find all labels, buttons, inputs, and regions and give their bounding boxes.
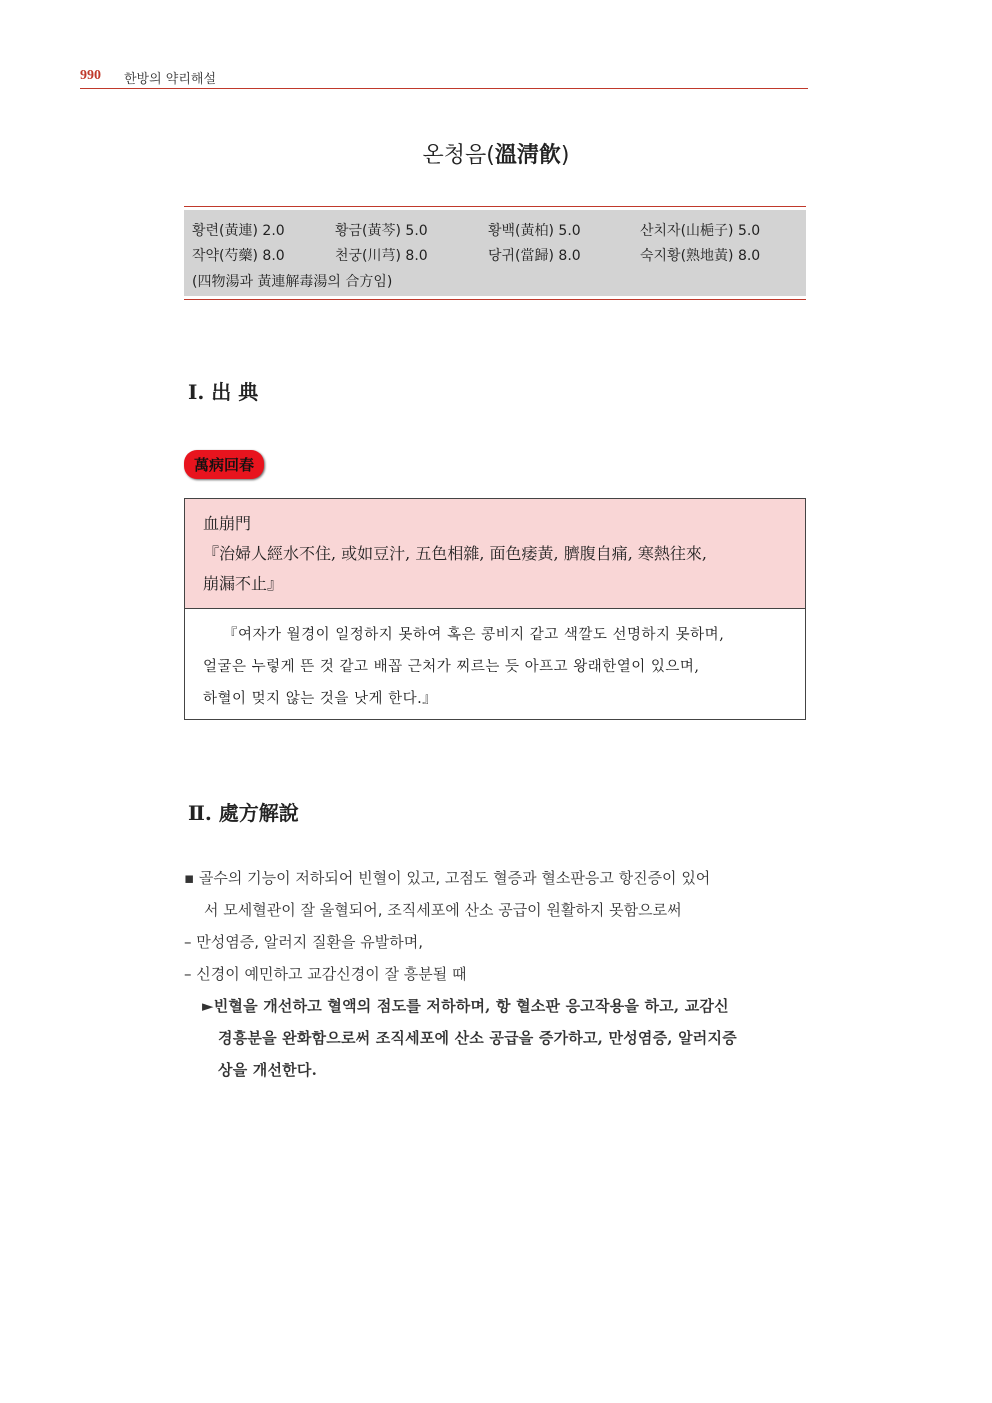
quote-line: 『治婦人經水不住, 或如豆汁, 五色相雜, 面色痿黃, 臍腹自痛, 寒熱往來, — [203, 544, 707, 563]
herb-item: 황백(黃柏) 5.0 — [488, 223, 581, 239]
body-line: 서 모세혈관이 잘 울혈되어, 조직세포에 산소 공급이 원활하지 못함으로써 — [204, 901, 682, 919]
page-header — [80, 68, 808, 89]
quote-box — [184, 498, 806, 720]
herb-item: 산치자(山梔子) 5.0 — [640, 223, 761, 239]
section-title-source: Ⅰ. 出 典 — [188, 380, 259, 404]
translation-line: 하혈이 멎지 않는 것을 낫게 한다.』 — [203, 691, 438, 707]
source-badge: 萬病回春 — [184, 450, 264, 479]
herb-item: 황금(黃芩) 5.0 — [335, 223, 428, 239]
formula-box — [184, 206, 806, 300]
book-title: 한방의 약리해설 — [124, 72, 217, 87]
conclusion-line: 경흥분을 완화함으로써 조직세포에 산소 공급을 증가하고, 만성염증, 알러지증 — [218, 1029, 737, 1047]
quote-line: 崩漏不止』 — [203, 574, 284, 593]
herb-item: 천궁(川芎) 8.0 — [335, 248, 428, 264]
translation-text — [185, 609, 805, 715]
formula-note-text: (四物湯과 黃連解毒湯의 合方임) — [192, 274, 393, 290]
section-title-explanation: Ⅱ. 處方解說 — [188, 801, 299, 825]
title-hanja: 溫淸飮 — [494, 142, 561, 168]
page-number: 990 — [80, 68, 101, 83]
herb-item: 숙지황(熟地黃) 8.0 — [640, 248, 761, 264]
herb-item: 황련(黃連) 2.0 — [192, 223, 285, 239]
body-line: ▪ 골수의 기능이 저하되어 빈혈이 있고, 고점도 혈증과 혈소판응고 항진증이 있어 — [184, 869, 711, 887]
prescription-title — [184, 138, 808, 169]
body-line: – 신경이 예민하고 교감신경이 잘 흥분될 때 — [184, 965, 467, 983]
original-text — [185, 499, 805, 609]
translation-line: 『여자가 월경이 일정하지 못하여 혹은 콩비지 같고 색깔도 선명하지 못하며, — [223, 627, 725, 643]
title-korean: 온청음( — [422, 143, 495, 168]
conclusion-line: ►빈혈을 개선하고 혈액의 점도를 저하하며, 항 혈소판 응고작용을 하고, 교감신 — [202, 997, 729, 1015]
herb-item: 당귀(當歸) 8.0 — [488, 248, 581, 264]
title-close: ) — [560, 143, 570, 168]
quote-heading: 血崩門 — [203, 514, 252, 533]
translation-line: 얼굴은 누렇게 뜬 것 같고 배꼽 근처가 찌르는 듯 아프고 왕래한열이 있으며, — [203, 659, 700, 675]
conclusion-line: 상을 개선한다. — [218, 1061, 317, 1079]
explanation-body — [184, 862, 810, 1086]
body-line: – 만성염증, 알러지 질환을 유발하며, — [184, 933, 423, 951]
herb-item: 작약(芍藥) 8.0 — [192, 248, 285, 264]
